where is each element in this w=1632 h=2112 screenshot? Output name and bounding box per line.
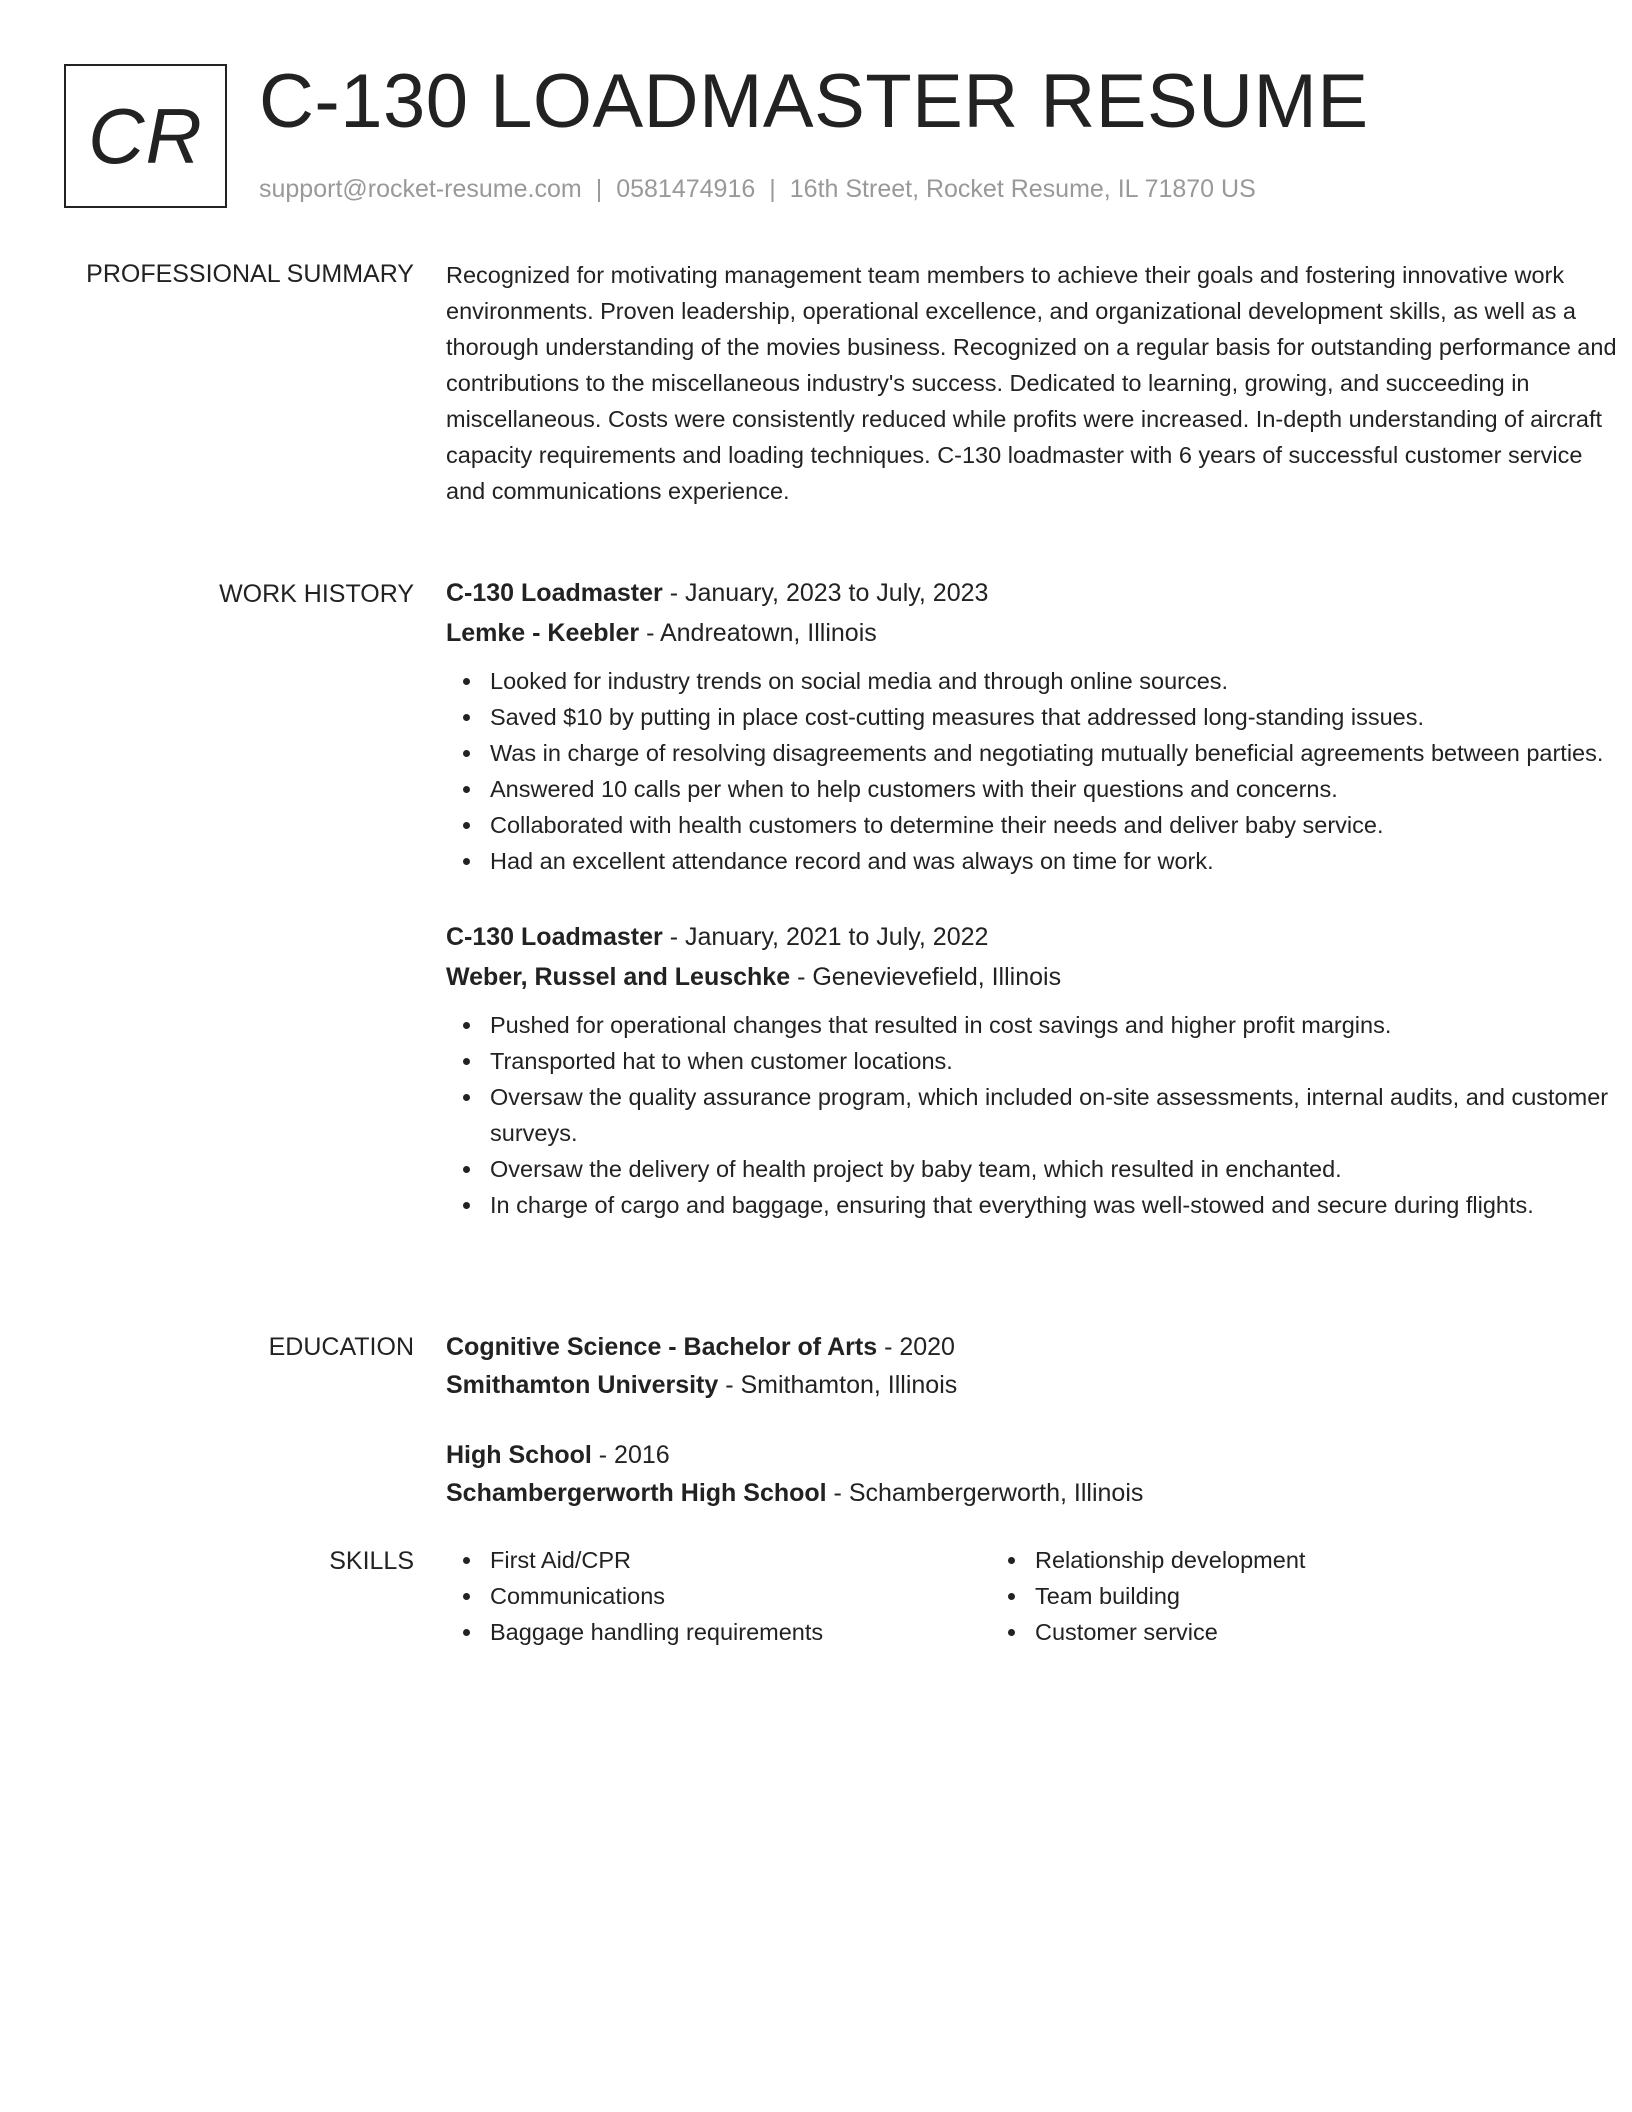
education-degree-line: [446, 1328, 1626, 1366]
job-title-line: [446, 919, 1626, 955]
skill-item: Communications: [446, 1578, 991, 1614]
education-school-line: [446, 1474, 1626, 1512]
job-location: - Andreatown, Illinois: [639, 619, 877, 647]
contact-separator: |: [769, 175, 776, 203]
education-degree-line: [446, 1436, 1626, 1474]
work-history-body: [446, 575, 1626, 1263]
job-bullet: Oversaw the delivery of health project by baby team, which resulted in enchanted.: [446, 1151, 1626, 1187]
section-label-summary: PROFESSIONAL SUMMARY: [86, 260, 414, 288]
education-degree: High School: [446, 1441, 592, 1469]
education-school: Smithamton University: [446, 1371, 719, 1399]
section-label-education: EDUCATION: [268, 1333, 414, 1361]
education-degree: Cognitive Science - Bachelor of Arts: [446, 1333, 878, 1361]
section-label-skills: SKILLS: [329, 1547, 414, 1575]
job-bullet: Oversaw the quality assurance program, which included on-site assessments, internal audits, and customer surveys.: [446, 1079, 1626, 1151]
skills-list-left: [446, 1542, 991, 1650]
job-dates: - January, 2023 to July, 2023: [662, 579, 989, 607]
education-entry: [446, 1328, 1626, 1404]
summary-text: Recognized for motivating management team members to achieve their goals and fostering innovative work environments. Proven leadership, operational excellence, and organizational development skills, as well as a thorough understanding of the movies business. Recognized on a regular basis for outstanding performance and contributions to the miscellaneous industry's success. Dedicated to learning, growing, and succeeding in miscellaneous. Costs were consistently reduced while profits were increased. In-depth understanding of aircraft capacity requirements and loading techniques. C-130 loadmaster with 6 years of successful customer service and communications experience.: [446, 262, 1617, 504]
skill-item: Customer service: [991, 1614, 1536, 1650]
job-company: Lemke - Keebler: [446, 619, 640, 647]
work-history-section: [64, 578, 1609, 1318]
job-bullet: Pushed for operational changes that resulted in cost savings and higher profit margins.: [446, 1007, 1626, 1043]
summary-section: [64, 258, 1617, 548]
skill-item: Team building: [991, 1578, 1536, 1614]
skill-item: Baggage handling requirements: [446, 1614, 991, 1650]
section-label-work: WORK HISTORY: [219, 580, 414, 608]
contact-phone[interactable]: 0581474916: [616, 175, 756, 203]
education-entry: [446, 1436, 1626, 1512]
job-title: C-130 Loadmaster: [446, 579, 663, 607]
job-title: C-130 Loadmaster: [446, 923, 663, 951]
job-bullet: Collaborated with health customers to determine their needs and deliver baby service.: [446, 807, 1626, 843]
contact-address: 16th Street, Rocket Resume, IL 71870 US: [789, 175, 1256, 203]
job-bullet: Was in charge of resolving disagreements and negotiating mutually beneficial agreements between parties.: [446, 735, 1626, 771]
job-bullet: Transported hat to when customer locations.: [446, 1043, 1626, 1079]
job-entry: [446, 919, 1626, 1223]
education-school-line: [446, 1366, 1626, 1404]
job-company-line: [446, 615, 1626, 651]
skill-item: Relationship development: [991, 1542, 1536, 1578]
job-bullet: Answered 10 calls per when to help customers with their questions and concerns.: [446, 771, 1626, 807]
resume-title: C-130 LOADMASTER RESUME: [259, 59, 1369, 144]
summary-body: [446, 257, 1626, 509]
skills-list-right: [991, 1542, 1536, 1650]
job-company: Weber, Russel and Leuschke: [446, 963, 791, 991]
job-bullet: In charge of cargo and baggage, ensuring that everything was well-stowed and secure during flights.: [446, 1187, 1626, 1223]
monogram-logo: CR: [64, 64, 227, 208]
job-company-line: [446, 959, 1626, 995]
education-section: [64, 1331, 1568, 1531]
education-school: Schambergerworth High School: [446, 1479, 827, 1507]
skills-columns: [446, 1542, 1626, 1650]
education-year: - 2016: [591, 1441, 670, 1469]
skills-section: [64, 1545, 1568, 1665]
job-entry: [446, 575, 1626, 879]
education-location: - Smithamton, Illinois: [718, 1371, 958, 1399]
skills-body: [446, 1542, 1626, 1650]
education-location: - Schambergerworth, Illinois: [826, 1479, 1144, 1507]
skill-item: First Aid/CPR: [446, 1542, 991, 1578]
contact-line: [259, 174, 1256, 204]
job-dates: - January, 2021 to July, 2022: [662, 923, 989, 951]
job-location: - Genevievefield, Illinois: [790, 963, 1062, 991]
job-title-line: [446, 575, 1626, 611]
job-bullets: [446, 1007, 1626, 1223]
education-year: - 2020: [877, 1333, 955, 1361]
contact-email[interactable]: support@rocket-resume.com: [259, 175, 582, 203]
education-body: [446, 1328, 1626, 1544]
job-bullet: Saved $10 by putting in place cost-cutting measures that addressed long-standing issues.: [446, 699, 1626, 735]
resume-header: [64, 59, 1568, 214]
job-bullet: Looked for industry trends on social media and through online sources.: [446, 663, 1626, 699]
job-bullet: Had an excellent attendance record and was always on time for work.: [446, 843, 1626, 879]
contact-separator: |: [595, 175, 603, 203]
job-bullets: [446, 663, 1626, 879]
